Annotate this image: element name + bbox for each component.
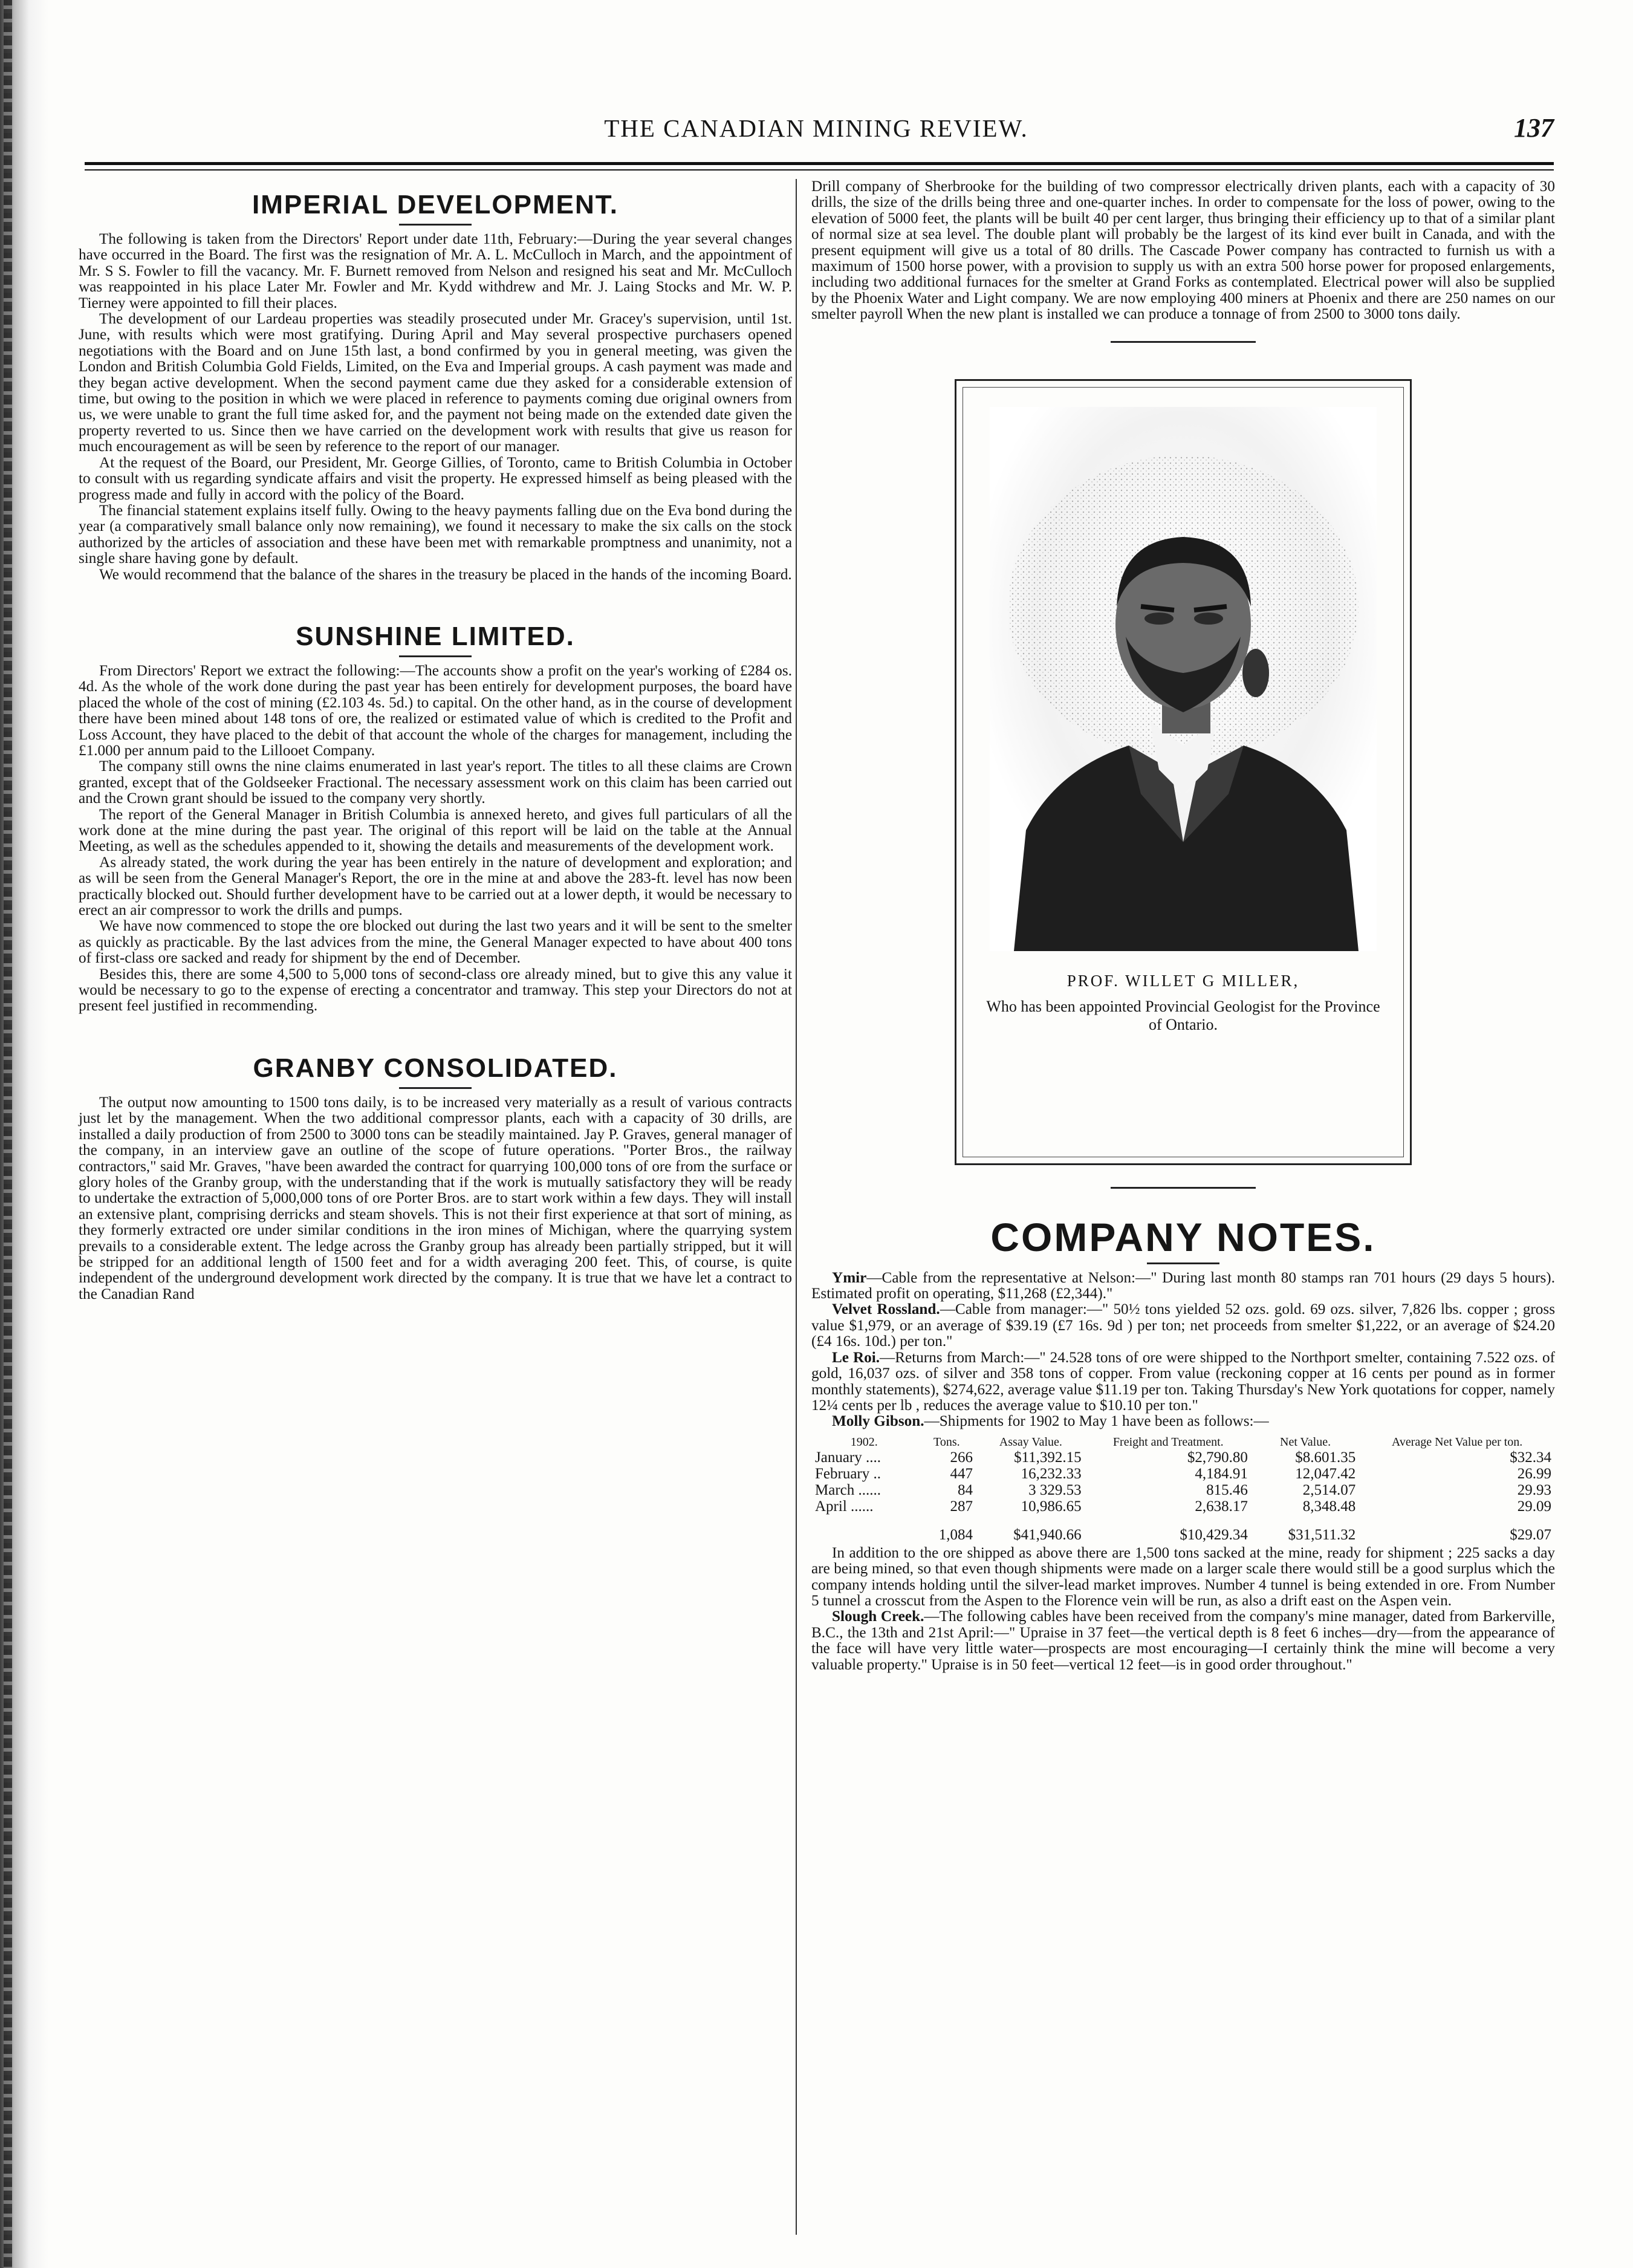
- ymir-note: [811, 1270, 1555, 1302]
- table-cell: April ......: [815, 1498, 874, 1515]
- table-cell: 26.99: [1517, 1465, 1551, 1482]
- granby-heading: GRANBY CONSOLIDATED.: [253, 1053, 618, 1083]
- sunshine-paragraph: The company still owns the nine claims enumerated in last year's report. The titles to all these claims are Crown granted, except that of the Goldseeker Fractional. The necessary assessment work on this claim has been carried out and the Crown grant should be issued to the company very shortly.: [79, 758, 792, 807]
- slough-lead: Slough Creek.: [832, 1608, 924, 1625]
- table-header: Freight and Treatment.: [1112, 1435, 1224, 1449]
- table-cell: $8.601.35: [1295, 1449, 1356, 1466]
- left-column: [79, 179, 792, 1302]
- slough-note: [811, 1609, 1555, 1673]
- table-cell: 2,514.07: [1302, 1481, 1356, 1498]
- molly-intro-text: —Shipments for 1902 to May 1 have been as follows:—: [924, 1413, 1269, 1430]
- header-rule-thin: [85, 169, 1554, 171]
- running-title: THE CANADIAN MINING REVIEW.: [604, 114, 1028, 142]
- table-row: [811, 1466, 1555, 1482]
- page-number: 137: [1514, 113, 1554, 143]
- imperial-paragraph: The development of our Lardeau properties was steadily prosecuted under Mr. Gracey's supervision, until 1st. June, with results which were most gratifying. During April and May several prospective purchasers opened negotiations with the Board and on June 15th last, a bond confirmed by you in general meeting, was given the London and British Columbia Gold Fields, Limited, on the Eva and Imperial groups. A cash payment was made and they began active development. When the second payment came due they asked for a considerable extension of time, but owing to the position in which we were placed in reference to payments coming due original owners from us, we were unable to grant the full time asked for, and the payment not being made on the extended date given the property reverted to us. Since then we have carried on the development work with results that give us reason for much encouragement as will be seen by reference to the report of our manager.: [79, 311, 792, 455]
- portrait-caption-text: Who has been appointed Provincial Geologist for the Province of Ontario.: [986, 997, 1380, 1033]
- table-cell: March ......: [815, 1481, 881, 1498]
- velvet-lead: Velvet Rossland.: [832, 1301, 940, 1318]
- sunshine-paragraph: As already stated, the work during the year has been entirely in the nature of development and exploration; and as will be seen from the General Manager's Report, the ore in the mine at and above the 283-ft. level has now been practically blocked out. Should further development have to be carried out at a lower depth, it would be necessary to erect an air compressor to work the drills and pumps.: [79, 854, 792, 919]
- ymir-text: —Cable from the representative at Nelson:—" During last month 80 stamps ran 701 hours (29 days 5 hours). Estimated profit on operating, $11,268 (£2,344).": [811, 1269, 1555, 1302]
- portrait-caption: [981, 972, 1385, 1034]
- table-cell: 815.46: [1206, 1481, 1248, 1498]
- sunshine-paragraph: The report of the General Manager in British Columbia is annexed hereto, and gives full particulars of all the work done at the mine during the past year. The original of this report will be laid on the table at the Annual Meeting, as well as the schedules appended to it, showing the details and measurements of the development work.: [79, 806, 792, 855]
- leroi-text: —Returns from March:—" 24.528 tons of ore were shipped to the Northport smelter, containing 7.522 ozs. of gold, 16,037 ozs. of silver and 358 tons of copper. From value (reckoning copper at 16 cents per pound as in former monthly statements), $274,622, average value $11.19 per ton. Taking Thursday's New York quotations for copper, namely 12¼ cents per lb , reduces the average value to $10.10 per ton.": [811, 1349, 1555, 1414]
- velvet-text: —Cable from manager:—" 50½ tons yielded 52 ozs. gold. 69 ozs. silver, 7,826 lbs. copper ; gross value $1,979, or an average of $39.19 (£7 16s. 9d ) per ton; net proceeds from smelter $1,222, or an average of $24.20 (£4 16s. 10d.) per ton.": [811, 1301, 1556, 1350]
- velvet-note: [811, 1302, 1555, 1350]
- table-cell: 447: [950, 1465, 973, 1482]
- leroi-lead: Le Roi.: [832, 1349, 880, 1366]
- table-cell: 29.09: [1517, 1498, 1551, 1515]
- portrait-inner-frame: [963, 387, 1404, 1157]
- heading-rule: [1147, 1262, 1219, 1264]
- table-header: 1902.: [850, 1435, 878, 1449]
- portrait-frame: [955, 379, 1412, 1165]
- table-cell: 84: [958, 1481, 973, 1498]
- molly-intro: [811, 1414, 1555, 1429]
- table-cell: $2,790.80: [1187, 1449, 1248, 1466]
- table-cell: $41,940.66: [1013, 1526, 1082, 1543]
- table-cell: 4,184.91: [1195, 1465, 1248, 1482]
- table-cell: 1,084: [938, 1526, 973, 1543]
- table-header: Net Value.: [1280, 1435, 1331, 1449]
- leroi-note: [811, 1350, 1555, 1414]
- imperial-paragraph: The financial statement explains itself fully. Owing to the heavy payments falling due on the Eva bond during the year (a comparatively small balance only now remaining), we found it necessary to make the six calls on the stock authorized by the articles of association and these have been met with remarkable promptness and unanimity, not a single share having gone by default.: [79, 502, 792, 567]
- portrait-illustration: [981, 407, 1385, 951]
- imperial-paragraph: The following is taken from the Directors' Report under date 11th, February:—During the year several changes have occurred in the Board. The first was the resignation of Mr. A. L. McCulloch in March, and the appointment of Mr. S S. Fowler to fill the vacancy. Mr. F. Burnett removed from Nelson and resigned his seat and Mr. McCulloch was reappointed in his place Later Mr. Fowler and Mr. Kydd withdrew and Mr. J. Laing Stocks and Mr. W. P. Tierney were appointed to fill their places.: [79, 231, 792, 311]
- table-cell: [811, 1515, 917, 1543]
- table-row: [811, 1482, 1555, 1498]
- shipments-table: [811, 1435, 1555, 1543]
- section-separator: [1111, 341, 1256, 343]
- molly-after: In addition to the ore shipped as above there are 1,500 tons sacked at the mine, ready for shipment ; 225 sacks a day are being mined, so that even though shipments were made on a larger scale there would still be a good surplus which the company intends holding until the silver-lead market improves. Number 4 tunnel is being extended in ore. From Number 5 tunnel a crosscut from the Aspen to the Florence vein will be run, as also a drift east on the Aspen vein.: [811, 1544, 1555, 1609]
- imperial-heading: IMPERIAL DEVELOPMENT.: [252, 190, 618, 219]
- imperial-paragraph: At the request of the Board, our President, Mr. George Gillies, of Toronto, came to British Columbia in October to consult with us regarding syndicate affairs and visit the property. He expressed himself as being pleased with the progress made and fully in accord with the policy of the Board.: [79, 454, 792, 503]
- table-header: Assay Value.: [999, 1435, 1062, 1449]
- table-header: Average Net Value per ton.: [1391, 1435, 1523, 1449]
- ymir-lead: Ymir: [832, 1269, 867, 1286]
- company-notes-heading: COMPANY NOTES.: [990, 1214, 1376, 1259]
- imperial-paragraph: We would recommend that the balance of the shares in the treasury be placed in the hands of the incoming Board.: [99, 566, 792, 583]
- table-cell: $11,392.15: [1014, 1449, 1082, 1466]
- table-cell: $31,511.32: [1288, 1526, 1356, 1543]
- granby-paragraph: The output now amounting to 1500 tons daily, is to be increased very materially as a result of various contracts just let by the management. When the two additional compressor plants, each with a capacity of 30 drills, are installed a daily production of from 2500 to 3000 tons can be steadily maintained. Jay P. Graves, general manager of the company, in an interview gave an outline of the scope of future operations. "Porter Bros., the railway contractors," said Mr. Graves, "have been awarded the contract for quarrying 100,000 tons of ore from the surface or glory holes of the Granby group, with the understanding that if the work is mutually satisfactory they will be ready to undertake the extraction of 5,000,000 tons of ore Porter Bros. are to start work within a few days. They will install an extensive plant, comprising derricks and steam shovels. This is not their first experience at that sort of mining, as they formerly extracted ore under similar conditions in the iron mines of Michigan, where the quarrying system prevails to a considerable extent. The ledge across the Granby group has already been partially stripped, but it will be stripped for an additional length of 1500 feet and for a width averaging 200 feet. This, of course, is quite independent of the underground development work directed by the company. It is true that we have let a contract to the Canadian Rand: [79, 1094, 792, 1302]
- section-separator: [1111, 1187, 1256, 1189]
- table-cell: $29.07: [1510, 1526, 1551, 1543]
- heading-rule: [399, 224, 472, 226]
- molly-lead: Molly Gibson.: [832, 1413, 924, 1430]
- table-cell: 16,232.33: [1021, 1465, 1082, 1482]
- sunshine-paragraph: From Directors' Report we extract the following:—The accounts show a profit on the year's working of £284 os. 4d. As the whole of the work done during the past year has been entirely for development purposes, the board have placed the whole of the cost of mining (£2.103 4s. 5d.) to capital. On the other hand, as in the course of development there have been mined about 148 tons of ore, the realized or estimated value of which is credited to the Profit and Loss Account, they have placed to the debit of that account the whole of the charges for management, including the £1.000 per annum paid to the Lillooet Company.: [79, 662, 792, 759]
- table-cell: 8,348.48: [1302, 1498, 1356, 1515]
- portrait-name: PROF. WILLET G MILLER,: [1066, 971, 1300, 990]
- table-header-row: [811, 1435, 1555, 1449]
- table-cell: $10,429.34: [1180, 1526, 1248, 1543]
- table-cell: 29.93: [1517, 1481, 1551, 1498]
- table-cell: January ....: [815, 1449, 881, 1466]
- table-cell: 12,047.42: [1295, 1465, 1356, 1482]
- granby-continued-paragraph: Drill company of Sherbrooke for the building of two compressor electrically driven plants, each with a capacity of 30 drills, the size of the drills being three and one-quarter inches. In order to compensate for the loss of power, owing to the elevation of 5000 feet, the plants will be built 40 per cent larger, thus bringing their efficiency up to that of a similar plant of normal size at sea level. The double plant will probably be the largest of its kind ever built in Canada, and with the present equipment will give us a total of 80 drills. The Cascade Power company has contracted to furnish us with a maximum of 1500 horse power, with a provision to supply us with an extra 500 horse power for proposed enlargements, including two additional furnaces for the smelter at Grand Forks as contemplated. Electrical power will also be supplied by the Phoenix Water and Light company. We are now employing 400 miners at Phoenix and there are 250 names on our smelter payroll When the new plant is installed we can produce a tonnage of from 2500 to 3000 tons daily.: [811, 178, 1555, 323]
- heading-rule: [399, 1087, 472, 1089]
- column-divider: [796, 179, 797, 2235]
- table-row: [811, 1498, 1555, 1515]
- right-column: [811, 179, 1555, 1673]
- table-cell: 287: [950, 1498, 973, 1515]
- table-cell: 10,986.65: [1021, 1498, 1082, 1515]
- sunshine-paragraph: We have now commenced to stope the ore blocked out during the last two years and it will be sent to the smelter as quickly as practicable. By the last advices from the mine, the General Manager expected to have about 400 tons of first-class ore sacked and ready for shipment by the end of December.: [79, 918, 792, 967]
- heading-rule: [399, 655, 472, 657]
- header-rule: [85, 162, 1554, 165]
- table-cell: 266: [950, 1449, 973, 1466]
- page-header: [79, 114, 1554, 151]
- table-total-row: [811, 1515, 1555, 1543]
- sunshine-heading: SUNSHINE LIMITED.: [296, 621, 575, 651]
- slough-text: —The following cables have been received from the company's mine manager, dated from Barkerville, B.C., the 13th and 21st April:—" Upraise in 37 feet—the vertical depth is 8 feet 6 inches—dry—from the appearance of the face will have very little water—prospects are most encouraging—I certainly think the mine will become a very valuable property." Upraise is in 50 feet—vertical 12 feet—is in good order throughout.": [811, 1608, 1555, 1673]
- table-row: [811, 1449, 1555, 1466]
- table-cell: 2,638.17: [1195, 1498, 1248, 1515]
- table-cell: $32.34: [1510, 1449, 1551, 1466]
- sunshine-paragraph: Besides this, there are some 4,500 to 5,000 tons of second-class ore already mined, but to give this any value it would be necessary to go to the expense of erecting a concentrator and tramway. This step your Directors do not at present feel justified in recommending.: [79, 966, 792, 1015]
- binding-edge: [0, 0, 48, 2268]
- table-header: Tons.: [933, 1435, 960, 1449]
- table-cell: 3 329.53: [1028, 1481, 1082, 1498]
- table-cell: February ..: [815, 1465, 881, 1482]
